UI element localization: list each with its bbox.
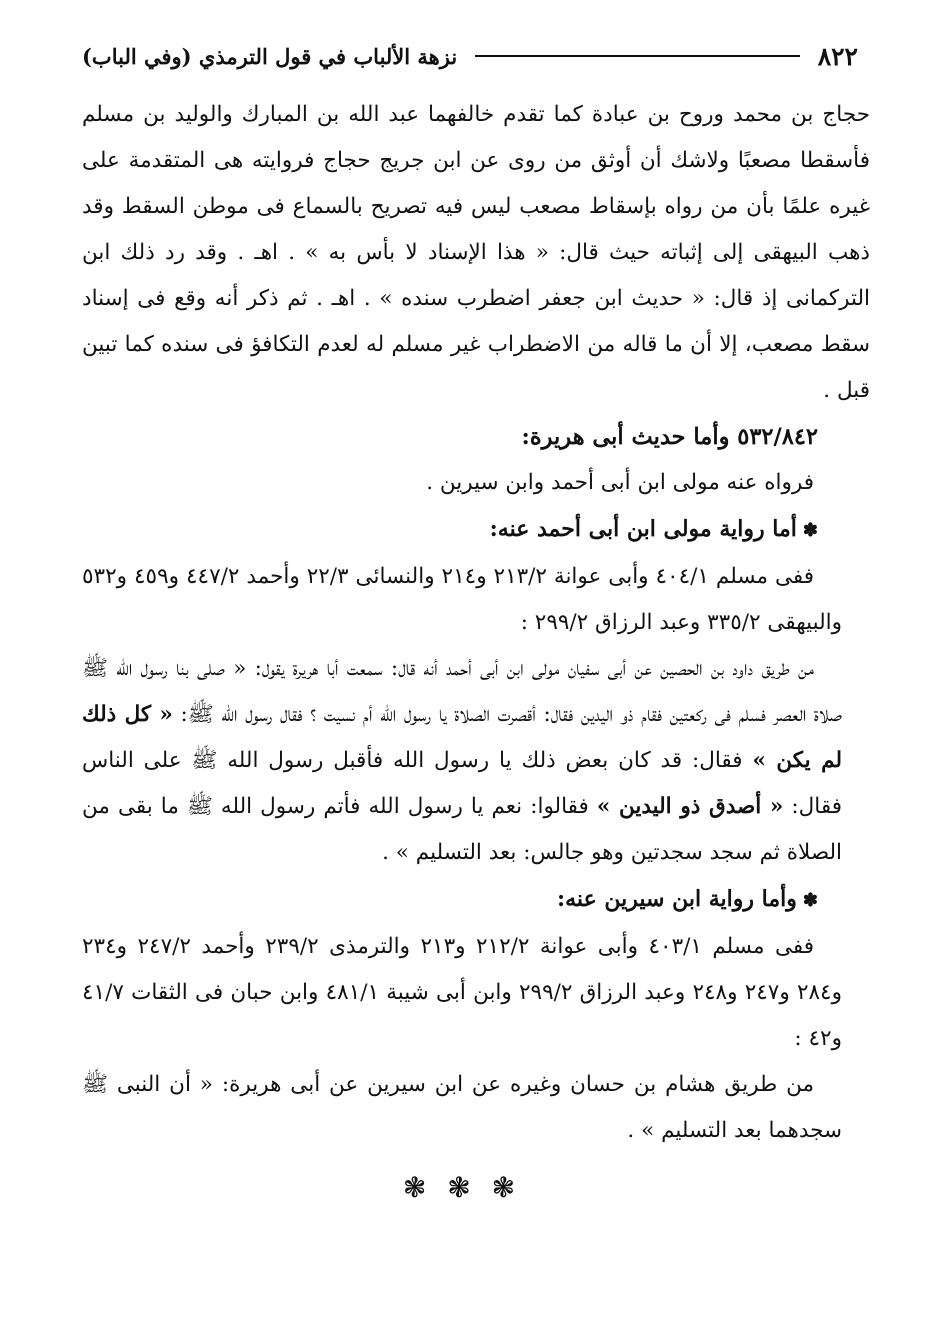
hadith-text-part: من طريق داود بن الحصين عن أبى سفيان مولى ابن أبى أحمد أنه قال: سمعت أبا هريرة يقول: « صلى بنا رسول الله ﷺ صلاة العصر فسلم فى ركعتين فقام ذو اليدين فقال: أقصرت الصلاة يا رسول الله أم نسيت ؟ فقال رسول الله ﷺ: — [82, 656, 843, 727]
paragraph-sources-1: ففى مسلم ٤٠٤/١ وأبى عوانة ٢١٣/٢ و٢١٤ والنسائى ٢٢/٣ وأحمد ٤٤٧/٢ و٤٥٩ و٥٣٢ والبيهقى ٣٣٥/٢ وعبد الرزاق ٢٩٩/٢ : — [82, 564, 842, 635]
hadith-quote-bold: « أصدق ذو اليدين » — [596, 794, 784, 819]
paragraph-narrators: فرواه عنه مولى ابن أبى أحمد وابن سيرين . — [426, 470, 814, 495]
hadith-heading: ٥٣٢/٨٤٢ وأما حديث أبى هريرة: — [521, 424, 818, 450]
book-title: نزهة الألباب في قول الترمذي (وفي الباب) — [82, 43, 458, 69]
paragraph-continued: حجاج بن محمد وروح بن عبادة كما تقدم خالفهما عبد الله بن المبارك والوليد بن مسلم فأسقطا مصعبًا ولاشك أن أوثق من روى عن ابن جريج حجاج فروايته هى المتقدمة على غيره علمًا بأن من رواه بإسقاط مصعب ليس فيه تصريح بالسماع فى موطن السقط وقد ذهب البيهقى إلى إثباته حيث قال: « هذا الإسناد لا بأس به » . اهـ . وقد رد ذلك ابن التركمانى إذ قال: « حديث ابن جعفر اضطرب سنده » . اهـ . ثم ذكر أنه وقع فى إسناد سقط مصعب، إلا أن ما قاله من الاضطراب غير مسلم له لعدم التكافؤ فى سنده كما تبين قبل . — [82, 102, 870, 403]
subheading-label: وأما رواية ابن سيرين عنه: — [557, 886, 797, 912]
main-text — [82, 92, 870, 1208]
hadith-text-part: فقال: قد كان بعض ذلك يا رسول الله فأقبل رسول الله ﷺ على الناس فقال: — [82, 748, 842, 819]
header-rule — [475, 55, 800, 57]
paragraph-hisham-route: من طريق هشام بن حسان وغيره عن ابن سيرين عن أبى هريرة: « أن النبى ﷺ سجدهما بعد التسليم » . — [82, 1072, 842, 1143]
star-icon: ✽ — [802, 520, 818, 541]
section-ornament: ❃ ❃ ❃ — [402, 1171, 522, 1204]
subheading-ibn-sirin-riwaya — [82, 876, 818, 924]
paragraph-sources-2: ففى مسلم ٤٠٣/١ وأبى عوانة ٢١٢/٢ و٢١٣ والترمذى ٢٣٩/٢ وأحمد ٢٤٧/٢ و٢٣٤ و٢٨٤ و٢٤٧ و٢٤٨ وعبد الرزاق ٢٩٩/٢ وابن أبى شيبة ٤٨١/١ وابن حبان فى الثقات ٤١/٧ و٤٢ : — [82, 934, 842, 1051]
subheading-label: أما رواية مولى ابن أبى أحمد عنه: — [489, 516, 797, 542]
paragraph-hadith-text — [82, 646, 842, 876]
running-header — [82, 38, 858, 74]
page-number: ٨٢٢ — [817, 41, 858, 71]
star-icon: ✽ — [802, 890, 818, 911]
subheading-mawla-riwaya — [82, 506, 818, 554]
hadith-quote-bold: « كل ذلك لم يكن » — [82, 702, 842, 773]
hadith-text-part: فقالوا: نعم يا رسول الله فأتم رسول الله ﷺ ما بقى من الصلاة ثم سجد سجدتين وهو جالس: بعد التسليم » . — [82, 794, 842, 865]
